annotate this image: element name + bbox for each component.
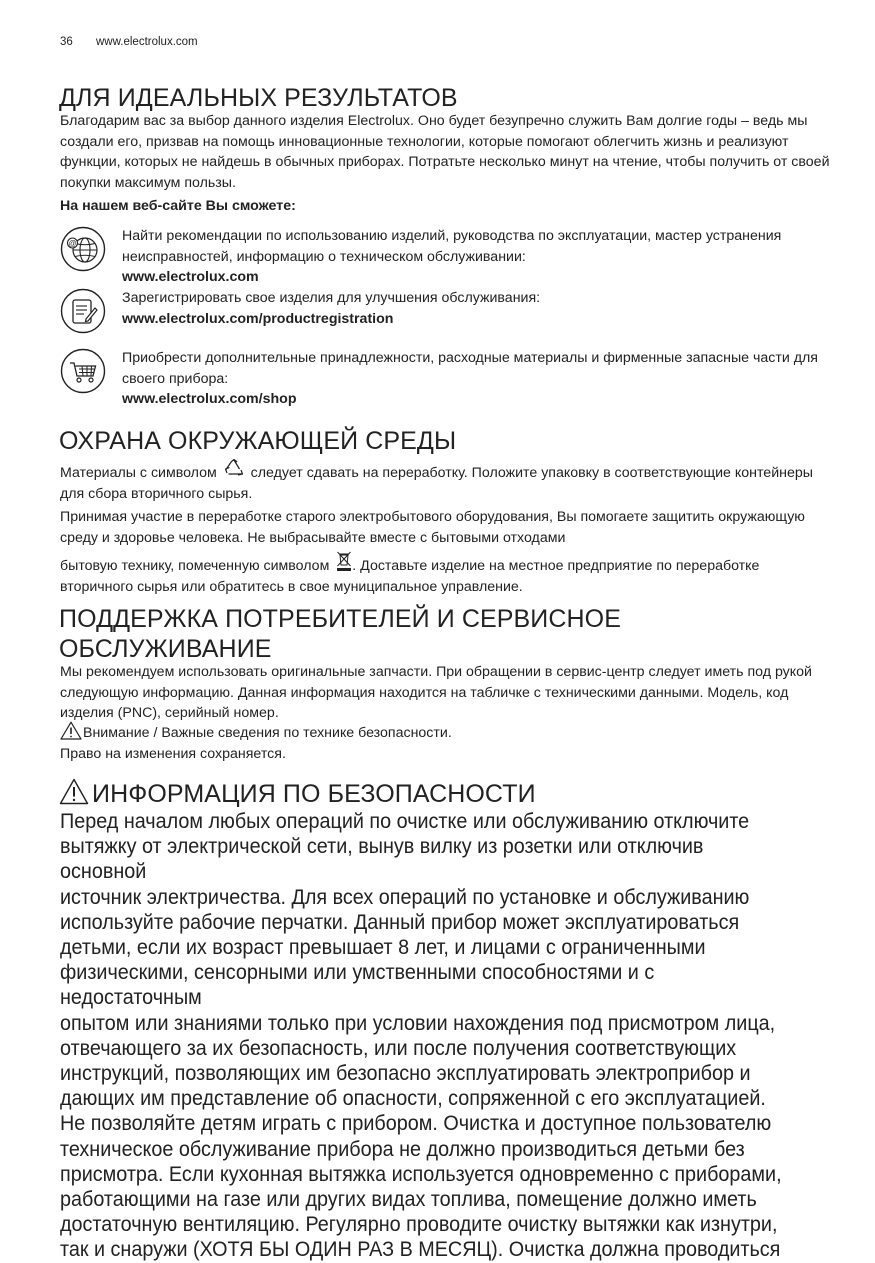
safety-line: отвечающего за их безопасность, или после получения соответствующих: [60, 1035, 737, 1060]
section-title-results: ДЛЯ ИДЕАЛЬНЫХ РЕЗУЛЬТАТОВ: [59, 84, 458, 112]
shop-description: Приобрести дополнительные принадлежности, расходные материалы и фирменные запасные части для своего прибора:: [122, 350, 818, 387]
registration-link[interactable]: www.electrolux.com/productregistration: [122, 310, 394, 327]
safety-line: работающими на газе или других видах топлива, помещение должно иметь: [60, 1187, 757, 1212]
safety-title-text: ИНФОРМАЦИЯ ПО БЕЗОПАСНОСТИ: [92, 780, 536, 808]
crossed-bin-icon: [336, 550, 352, 572]
safety-line: физическими, сенсорными или умственными способностями и с недостаточным: [60, 960, 655, 1010]
website-item-shop: [60, 348, 840, 407]
service-paragraph: Мы рекомендуем использовать оригинальные запчасти. При обращении в сервис-центр следует иметь под рукой следующую информацию. Данная информация находится на табличке с техническими данными. Модель, код изделия (PNC), серийный номер.: [60, 664, 812, 721]
safety-line: источник электричества. Для всех операций по установке и обслуживанию: [60, 884, 750, 909]
website-item-support: [60, 226, 840, 285]
page-header: [60, 36, 198, 48]
website-item-text: [122, 348, 842, 410]
warning-icon: [60, 721, 82, 740]
support-description: Найти рекомендации по использованию изделий, руководства по эксплуатации, мастер устранения неисправностей, информацию о техническом обслуживании:: [122, 228, 782, 265]
service-title-line2: ОБСЛУЖИВАНИЕ: [59, 635, 272, 663]
support-link[interactable]: www.electrolux.com: [122, 269, 259, 285]
recycle-icon: [223, 458, 245, 480]
environment-paragraph: [60, 463, 835, 504]
safety-line: Перед началом любых операций по очистке или обслуживанию отключите: [60, 809, 750, 833]
warning-legend-text: Внимание / Важные сведения по технике безопасности.: [83, 725, 452, 741]
safety-line: техническое обслуживание прибора не должно производиться детьми без: [60, 1136, 745, 1161]
intro-paragraph: Благодарим вас за выбор данного изделия Electrolux. Оно будет безупречно служить Вам долгие годы – ведь мы создали его, призвав на помощь инновационные технологии, которые помогают облегчить жизнь и реализуют функции, которых не найдешь в обычных приборах. Потратьте несколько минут на чтение, чтобы получить от своей покупки максимум пользы.: [60, 113, 830, 191]
header-url[interactable]: www.electrolux.com: [96, 36, 198, 48]
page-number: 36: [60, 36, 73, 48]
warning-icon: [59, 778, 89, 805]
safety-line: дающих им представление об опасности, сопряженной с его эксплуатацией.: [60, 1086, 766, 1111]
weee-text-end: . Доставьте изделие на местное предприятие по переработке вторичного сырья или обратитесь в свое муниципальное управление.: [60, 558, 760, 595]
warning-legend: [60, 723, 835, 744]
safety-line: так и снаружи (ХОТЯ БЫ ОДИН РАЗ В МЕСЯЦ). Очистка должна проводиться: [60, 1237, 781, 1262]
register-icon: [60, 288, 106, 334]
section-title-service: [59, 604, 621, 664]
safety-line: Не позволяйте детям играть с прибором. Очистка и доступное пользователю: [60, 1111, 772, 1136]
safety-line: инструкций, позволяющих им безопасно эксплуатировать электроприбор и: [60, 1061, 751, 1086]
recycle-text-start: Материалы с символом: [60, 465, 217, 481]
safety-line: используйте рабочие перчатки. Данный прибор может эксплуатироваться: [60, 909, 740, 934]
registration-description: Зарегистрировать свое изделия для улучшения обслуживания:: [122, 290, 541, 306]
service-title-line1: ПОДДЕРЖКА ПОТРЕБИТЕЛЕЙ И СЕРВИСНОЕ: [59, 605, 622, 633]
section-title-environment: ОХРАНА ОКРУЖАЮЩЕЙ СРЕДЫ: [59, 427, 457, 455]
weee-paragraph-end: [60, 556, 835, 597]
safety-line: достаточную вентиляцию. Регулярно проводите очистку вытяжки как изнутри,: [60, 1212, 778, 1237]
website-heading: На нашем веб-сайте Вы сможете:: [60, 198, 296, 214]
safety-line: присмотра. Если кухонная вытяжка используется одновременно с приборами,: [60, 1161, 782, 1186]
section-title-safety: [59, 780, 536, 809]
weee-paragraph: Принимая участие в переработке старого электробытового оборудования, Вы помогаете защитить окружающую среду и здоровье человека. Не выбрасывайте вместе с бытовыми отходами: [60, 509, 805, 546]
website-item-text: [122, 226, 842, 288]
safety-line: опытом или знаниями только при условии нахождения под присмотром лица,: [60, 1010, 776, 1035]
cart-icon: [60, 348, 106, 394]
recycle-text-end: следует сдавать на переработку. Положите упаковку в соответствующие контейнеры для сбора вторичного сырья.: [60, 465, 813, 502]
weee-text-start: бытовую технику, помеченную символом: [60, 558, 330, 574]
website-item-text: [122, 288, 842, 329]
svg-text:@: @: [68, 239, 77, 248]
safety-line: детьми, если их возраст превышает 8 лет, и лицами с ограниченными: [60, 935, 706, 960]
globe-icon: [60, 226, 106, 272]
safety-paragraph: [60, 809, 787, 1263]
rights-reserved: Право на изменения сохраняется.: [60, 746, 286, 762]
shop-link[interactable]: www.electrolux.com/shop: [122, 391, 297, 407]
website-item-registration: [60, 288, 840, 338]
safety-line: вытяжку от электрической сети, вынув вилку из розетки или отключив основной: [60, 834, 704, 884]
